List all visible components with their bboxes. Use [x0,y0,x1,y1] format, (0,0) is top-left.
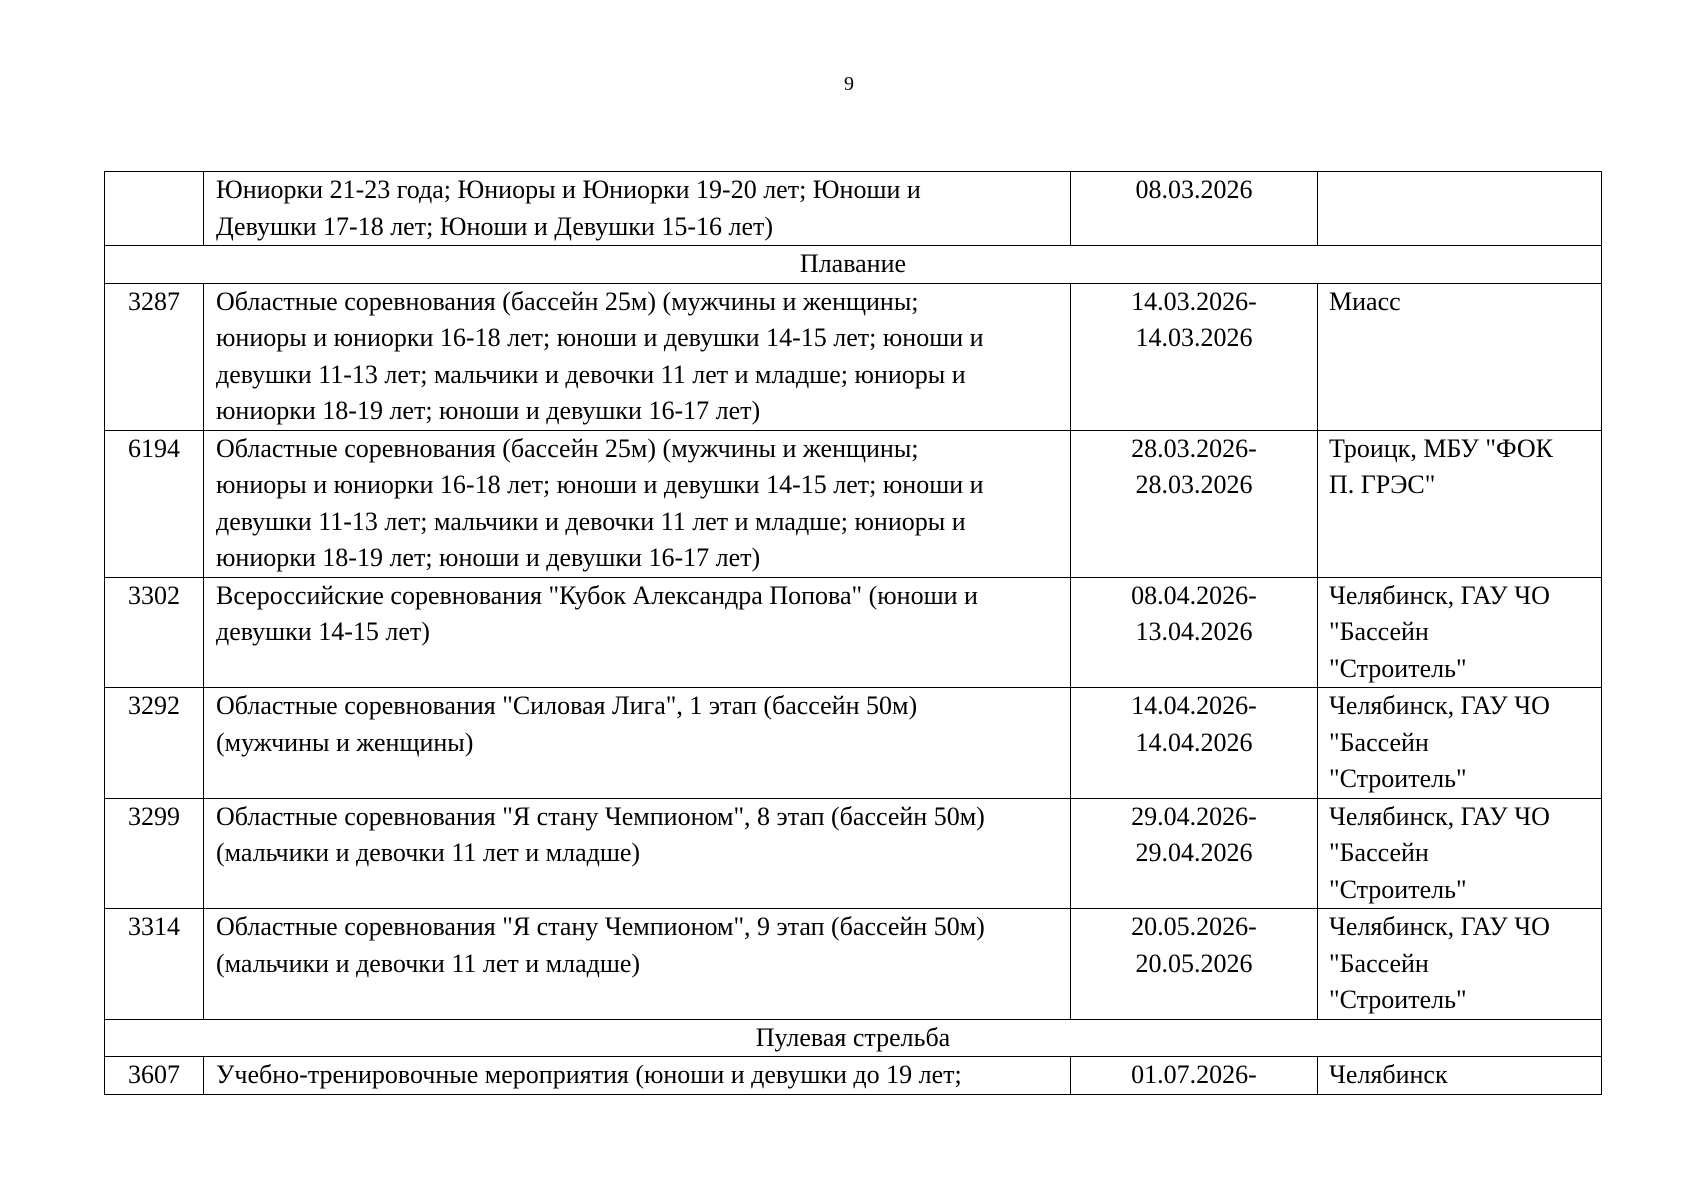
cell-line: "Бассейн [1329,617,1429,646]
table-row [105,909,1602,1020]
event-number-cell: 3287 [105,283,204,430]
event-date-cell [1071,909,1318,1020]
cell-line: Областные соревнования (бассейн 25м) (мужчины и женщины; [216,286,919,316]
event-date-cell [1071,577,1318,688]
section-title: Плавание [105,246,1602,284]
cell-line: девушки 11-13 лет; мальчики и девочки 11 лет и младше; юниоры и [216,359,966,389]
cell-line: 20.05.2026 [1135,948,1253,978]
cell-line: "Строитель" [1329,874,1467,904]
cell-line: Девушки 17-18 лет; Юноши и Девушки 15-16 лет) [216,211,774,241]
cell-line: П. ГРЭС" [1329,470,1436,499]
event-place-cell [1318,577,1602,688]
cell-line: "Бассейн [1329,727,1429,757]
event-name-cell [204,283,1071,430]
event-place-cell [1318,909,1602,1020]
event-name-cell [204,577,1071,688]
event-name-cell [204,798,1071,909]
cell-line: юниорки 18-19 лет; юноши и девушки 16-17 лет) [216,396,761,425]
event-name-cell [204,430,1071,577]
cell-line: Челябинск, ГАУ ЧО [1329,691,1550,720]
table-row [105,577,1602,688]
cell-line: Троицк, МБУ "ФОК [1329,433,1553,463]
cell-line: "Строитель" [1329,764,1467,793]
cell-line: юниоры и юниорки 16-18 лет; юноши и девушки 14-15 лет; юноши и [216,323,984,352]
cell-line: Челябинск, ГАУ ЧО [1329,801,1550,831]
cell-line: Областные соревнования "Я стану Чемпионом", 8 этап (бассейн 50м) [216,801,985,831]
event-date-cell [1071,172,1318,246]
cell-line: 01.07.2026- [1131,1060,1257,1089]
section-header-row [105,1019,1602,1057]
cell-line: Областные соревнования "Я стану Чемпионом", 9 этап (бассейн 50м) [216,912,985,941]
cell-line: юниорки 18-19 лет; юноши и девушки 16-17 лет) [216,543,761,572]
event-place-cell [1318,688,1602,799]
schedule-table [104,171,1602,1095]
cell-line: Челябинск [1329,1060,1448,1089]
table-row [105,688,1602,799]
event-date-cell [1071,688,1318,799]
cell-line: (мужчины и женщины) [216,727,474,757]
event-place-cell [1318,430,1602,577]
event-name-cell [204,909,1071,1020]
cell-line: 08.03.2026 [1135,175,1253,204]
cell-line: (мальчики и девочки 11 лет и младше) [216,948,641,978]
schedule-body [105,172,1602,1095]
cell-line: Областные соревнования "Силовая Лига", 1 этап (бассейн 50м) [216,691,918,720]
event-date-cell [1071,1057,1318,1095]
cell-line: Областные соревнования (бассейн 25м) (мужчины и женщины; [216,433,919,463]
section-header-row [105,246,1602,284]
event-number-cell [105,172,204,246]
event-name-cell [204,172,1071,246]
cell-line: 20.05.2026- [1131,912,1257,941]
table-row [105,430,1602,577]
cell-line: 28.03.2026 [1135,470,1253,499]
cell-line: 14.03.2026 [1135,323,1253,352]
cell-line: 14.04.2026 [1135,727,1253,757]
table-row [105,798,1602,909]
table-row [105,172,1602,246]
event-number-cell: 6194 [105,430,204,577]
cell-line: девушки 14-15 лет) [216,617,430,646]
event-place-cell [1318,798,1602,909]
cell-line: Челябинск, ГАУ ЧО [1329,580,1550,610]
cell-line: Челябинск, ГАУ ЧО [1329,912,1550,941]
cell-line: 29.04.2026- [1131,801,1257,831]
cell-line: 14.03.2026- [1131,286,1257,316]
cell-line: 29.04.2026 [1135,838,1253,867]
cell-line: Миасс [1329,286,1401,316]
event-place-cell [1318,1057,1602,1095]
table-row [105,1057,1602,1095]
cell-line: 14.04.2026- [1131,691,1257,720]
cell-line: юниоры и юниорки 16-18 лет; юноши и девушки 14-15 лет; юноши и [216,470,984,499]
event-name-cell [204,688,1071,799]
event-number-cell: 3314 [105,909,204,1020]
cell-line: Всероссийские соревнования "Кубок Александра Попова" (юноши и [216,580,978,610]
event-place-cell [1318,283,1602,430]
cell-line: "Строитель" [1329,653,1467,683]
cell-line: девушки 11-13 лет; мальчики и девочки 11 лет и младше; юниоры и [216,506,966,536]
event-number-cell: 3299 [105,798,204,909]
page-number: 9 [844,73,854,95]
event-number-cell: 3607 [105,1057,204,1095]
cell-line: "Бассейн [1329,948,1429,978]
event-date-cell [1071,430,1318,577]
table-row [105,283,1602,430]
cell-line: 28.03.2026- [1131,433,1257,463]
cell-line: 13.04.2026 [1135,617,1253,646]
event-number-cell: 3292 [105,688,204,799]
cell-line: (мальчики и девочки 11 лет и младше) [216,838,641,867]
cell-line: "Строитель" [1329,985,1467,1014]
event-date-cell [1071,283,1318,430]
event-number-cell: 3302 [105,577,204,688]
cell-line: "Бассейн [1329,838,1429,867]
cell-line: Учебно-тренировочные мероприятия (юноши и девушки до 19 лет; [216,1060,962,1089]
cell-line: Юниорки 21-23 года; Юниоры и Юниорки 19-20 лет; Юноши и [216,175,921,204]
cell-line: 08.04.2026- [1131,580,1257,610]
event-place-cell [1318,172,1602,246]
event-date-cell [1071,798,1318,909]
event-name-cell [204,1057,1071,1095]
section-title: Пулевая стрельба [105,1019,1602,1057]
